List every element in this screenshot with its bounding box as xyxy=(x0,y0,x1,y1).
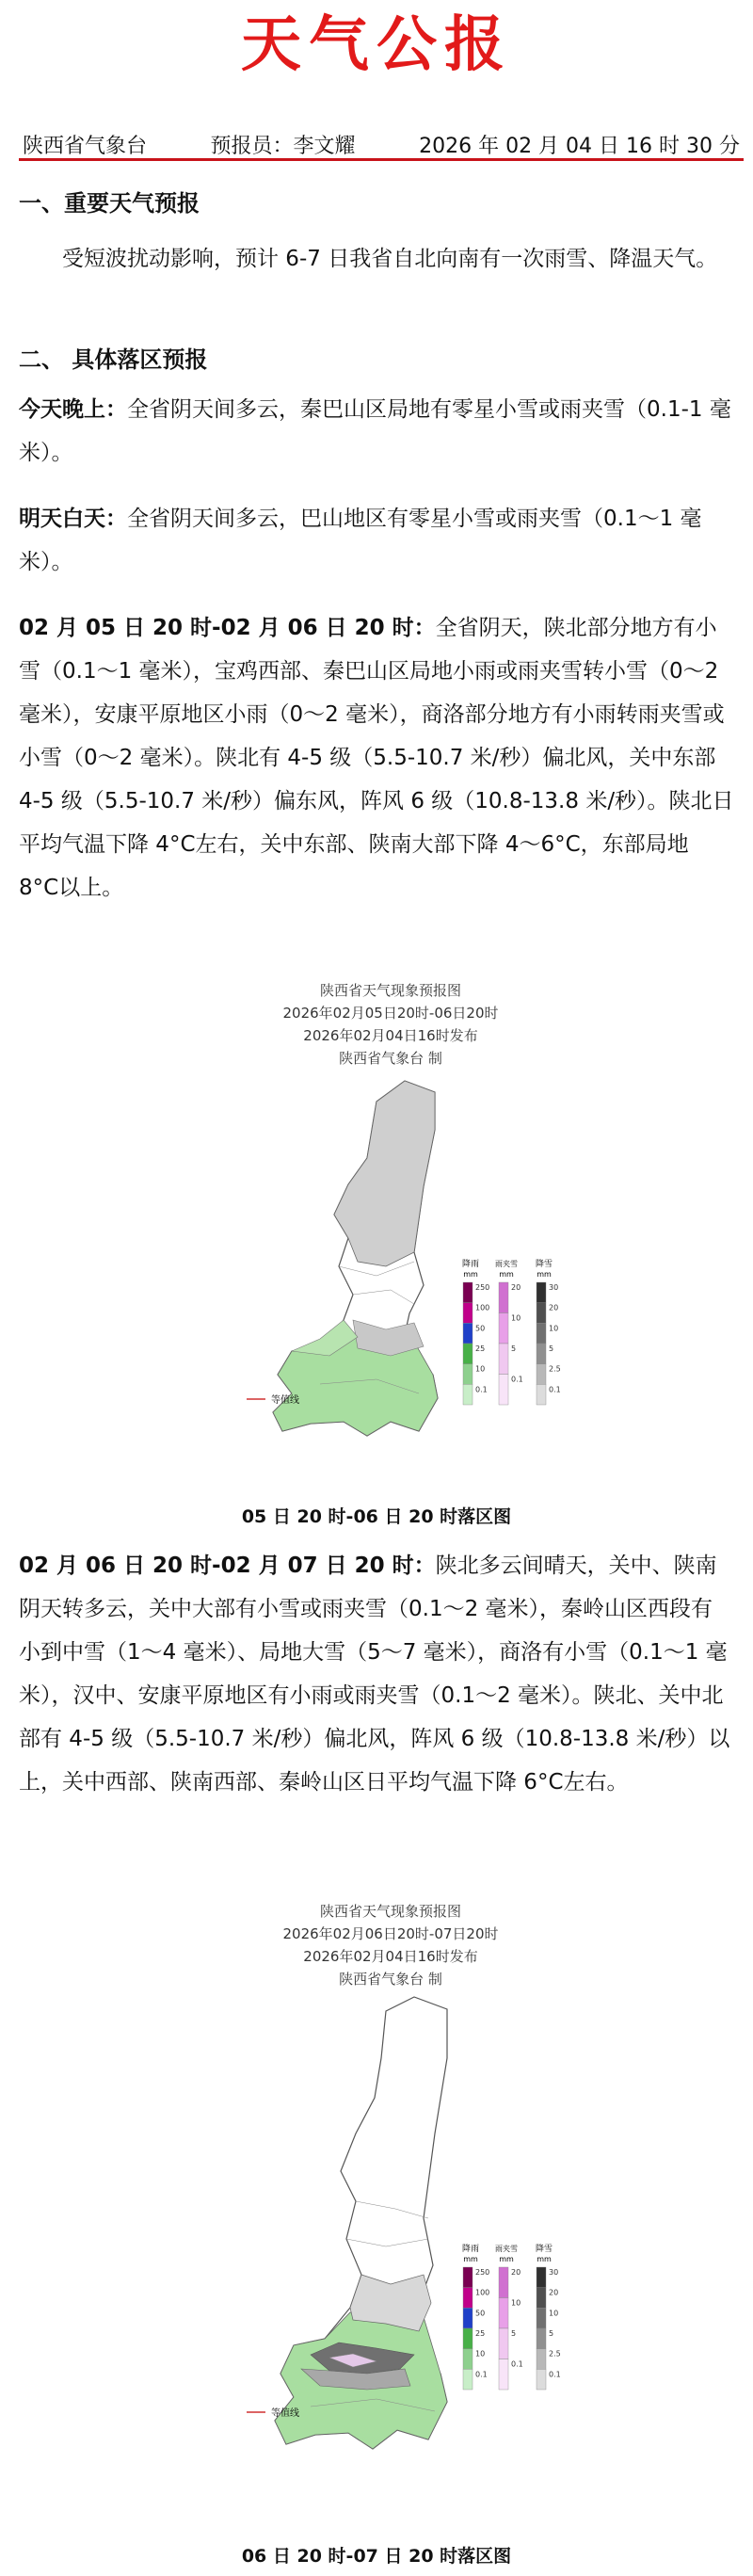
legend-sleet-swatch xyxy=(499,1375,508,1406)
legend-snow-tick: 20 xyxy=(549,2288,559,2297)
period-1-forecast xyxy=(19,606,734,910)
legend-rain-swatch xyxy=(463,2267,473,2288)
legend-snow-unit: mm xyxy=(537,2255,552,2263)
legend-sleet-swatch xyxy=(499,2298,508,2329)
legend-snow-swatch xyxy=(537,2369,546,2390)
map-2-caption: 06 日 20 时-07 日 20 时落区图 xyxy=(241,2546,512,2567)
legend-sleet-tick: 5 xyxy=(511,2329,517,2338)
legend-sleet-title: 雨夹雪 xyxy=(495,2245,518,2253)
forecast-map-2 xyxy=(179,1900,602,1990)
legend-snow-tick: 5 xyxy=(549,1344,554,1353)
legend-rain-swatch xyxy=(463,1384,473,1405)
legend-rain-tick: 100 xyxy=(475,1303,490,1312)
legend-rain-tick: 0.1 xyxy=(475,1385,488,1394)
legend-snow-unit: mm xyxy=(537,1270,552,1279)
legend-sleet-tick: 0.1 xyxy=(511,2359,523,2369)
legend-rain-swatch xyxy=(463,1303,473,1324)
legend-sleet-tick: 20 xyxy=(511,1283,521,1292)
legend-rain-tick: 250 xyxy=(475,2268,490,2277)
map-1-caption: 05 日 20 时-06 日 20 时落区图 xyxy=(241,1506,512,1527)
legend-snow-swatch xyxy=(537,1323,546,1344)
legend-rain-tick: 25 xyxy=(475,1344,486,1353)
tomorrow-forecast xyxy=(19,497,734,584)
legend-snow-tick: 2.5 xyxy=(549,1364,561,1374)
legend-sleet-swatch xyxy=(499,2359,508,2391)
map-2-period: 2026年02月06日20时-07日20时 xyxy=(282,1925,499,1942)
tonight-forecast xyxy=(19,388,734,475)
legend-rain-tick: 50 xyxy=(475,1324,486,1333)
section-1-heading: 一、重要天气预报 xyxy=(19,190,200,217)
legend-snow-swatch xyxy=(537,1384,546,1405)
agency-name: 陕西省气象台 xyxy=(23,135,148,158)
legend-rain-swatch xyxy=(463,2349,473,2370)
map-2-maker: 陕西省气象台 制 xyxy=(339,1971,442,1988)
tomorrow-label: 明天白天： xyxy=(19,507,127,531)
tomorrow-text: 全省阴天间多云，巴山地区有零星小雪或雨夹雪（0.1～1 毫米）。 xyxy=(19,507,702,574)
forecast-map-1 xyxy=(179,979,602,1070)
map-2-graphic xyxy=(188,1992,621,2520)
tonight-text: 全省阴天间多云，秦巴山区局地有零星小雪或雨夹雪（0.1-1 毫米）。 xyxy=(19,397,731,465)
legend-sleet-title: 雨夹雪 xyxy=(495,1260,518,1268)
north-snow-area xyxy=(334,1081,435,1266)
legend-sleet-tick: 5 xyxy=(511,1344,517,1353)
legend-sleet-unit: mm xyxy=(499,1270,514,1279)
legend-sleet-unit: mm xyxy=(499,2255,514,2263)
map-2-issued: 2026年02月04日16时发布 xyxy=(303,1948,478,1965)
legend-snow-swatch xyxy=(537,1303,546,1324)
legend-rain-swatch xyxy=(463,2288,473,2309)
legend-snow-tick: 0.1 xyxy=(549,1385,561,1394)
legend-snow-swatch xyxy=(537,1344,546,1364)
legend-rain-tick: 10 xyxy=(475,1364,486,1374)
legend-sleet-swatch xyxy=(499,1313,508,1344)
legend-sleet-tick: 20 xyxy=(511,2268,521,2277)
legend-snow-tick: 0.1 xyxy=(549,2370,561,2379)
legend-rain-tick: 10 xyxy=(475,2349,486,2359)
forecaster-name: 预报员：李文耀 xyxy=(210,135,356,158)
legend-rain-tick: 0.1 xyxy=(475,2370,488,2379)
bulletin-header xyxy=(23,130,740,159)
legend-snow-swatch xyxy=(537,1282,546,1303)
legend-rain-tick: 50 xyxy=(475,2309,486,2318)
bulletin-title: 天气公报 xyxy=(241,9,512,80)
legend-rain-tick: 25 xyxy=(475,2329,486,2338)
legend-rain-unit: mm xyxy=(463,1270,478,1279)
period-2-text: 陕北多云间晴天，关中、陕南阴天转多云，关中大部有小雪或雨夹雪（0.1～2 毫米），秦岭山区西段有小到中雪（1～4 毫米）、局地大雪（5～7 毫米），商洛有小雪（0.1～1 毫米），汉中、安康平原地区有小雨或雨夹雪（0.1～2 毫米）。陕北、关中北部有 4-5 级（5.5-10.7 米/秒）偏北风，阵风 6 级（10.8-13.8 米/秒）以上，关中西部、陕南西部、秦岭山区日平均气温下降 6°C左右。 xyxy=(19,1554,730,1795)
legend-snow-tick: 30 xyxy=(549,2268,559,2277)
legend-rain-unit: mm xyxy=(463,2255,478,2263)
section-2-heading: 二、 具体落区预报 xyxy=(19,346,208,373)
map-1-graphic xyxy=(188,1073,621,1488)
legend-sleet-tick: 10 xyxy=(511,1313,521,1323)
period-2-forecast xyxy=(19,1544,734,1804)
legend-rain-swatch xyxy=(463,2328,473,2349)
issue-datetime: 2026 年 02 月 04 日 16 时 30 分 xyxy=(419,135,740,158)
legend-sleet-swatch xyxy=(499,1344,508,1375)
legend-snow-swatch xyxy=(537,2349,546,2370)
legend-rain-swatch xyxy=(463,1344,473,1364)
legend-sleet-swatch xyxy=(499,2267,508,2298)
legend-rain-tick: 250 xyxy=(475,1283,490,1292)
legend-rain-tick: 100 xyxy=(475,2288,490,2297)
legend-rain-swatch xyxy=(463,1282,473,1303)
legend-snow-swatch xyxy=(537,2328,546,2349)
legend-isoline-label: 等值线 xyxy=(271,2408,299,2419)
legend-sleet-tick: 10 xyxy=(511,2298,521,2308)
map-1-title: 陕西省天气现象预报图 xyxy=(319,982,461,999)
period-2-label: 02 月 06 日 20 时-02 月 07 日 20 时： xyxy=(19,1554,436,1578)
legend-sleet-swatch xyxy=(499,2328,508,2359)
tonight-label: 今天晚上： xyxy=(19,397,127,422)
legend-snow-tick: 5 xyxy=(549,2329,554,2338)
map-1-maker: 陕西省气象台 制 xyxy=(339,1050,442,1067)
map-1-period: 2026年02月05日20时-06日20时 xyxy=(282,1005,499,1022)
legend-snow-swatch xyxy=(537,1364,546,1385)
legend-snow-tick: 10 xyxy=(549,2309,559,2318)
map-2-title: 陕西省天气现象预报图 xyxy=(319,1903,461,1920)
legend-rain-swatch xyxy=(463,2369,473,2390)
legend-rain-swatch xyxy=(463,1364,473,1385)
legend-sleet-tick: 0.1 xyxy=(511,1375,523,1384)
map-1-issued: 2026年02月04日16时发布 xyxy=(303,1027,478,1044)
period-1-text: 全省阴天，陕北部分地方有小雪（0.1～1 毫米），宝鸡西部、秦巴山区局地小雨或雨夹雪转小雪（0～2 毫米），安康平原地区小雨（0～2 毫米），商洛部分地方有小雨转雨夹雪或小雪（0～2 毫米）。陕北有 4-5 级（5.5-10.7 米/秒）偏北风，关中东部 4-5 级（5.5-10.7 米/秒）偏东风，阵风 6 级（10.8-13.8 米/秒）。陕北日平均气温下降 4°C左右，关中东部、陕南大部下降 4～6°C，东部局地 8°C以上。 xyxy=(19,616,734,900)
legend-snow-tick: 10 xyxy=(549,1324,559,1333)
legend-isoline-label: 等值线 xyxy=(271,1395,299,1406)
section-1-text: 受短波扰动影响，预计 6-7 日我省自北向南有一次雨雪、降温天气。 xyxy=(62,247,718,271)
legend-rain-title: 降雨 xyxy=(461,2245,480,2254)
legend-snow-title: 降雪 xyxy=(535,2245,553,2254)
legend-snow-swatch xyxy=(537,2267,546,2288)
legend-snow-swatch xyxy=(537,2308,546,2328)
legend-snow-title: 降雪 xyxy=(535,1260,553,1269)
legend-snow-tick: 2.5 xyxy=(549,2349,561,2359)
legend-rain-title: 降雨 xyxy=(461,1260,480,1269)
legend-rain-swatch xyxy=(463,2308,473,2328)
legend-snow-tick: 30 xyxy=(549,1283,559,1292)
legend-rain-swatch xyxy=(463,1323,473,1344)
legend-snow-tick: 20 xyxy=(549,1303,559,1312)
legend-sleet-swatch xyxy=(499,1282,508,1313)
header-divider xyxy=(19,158,744,161)
legend-snow-swatch xyxy=(537,2288,546,2309)
period-1-label: 02 月 05 日 20 时-02 月 06 日 20 时： xyxy=(19,616,436,640)
